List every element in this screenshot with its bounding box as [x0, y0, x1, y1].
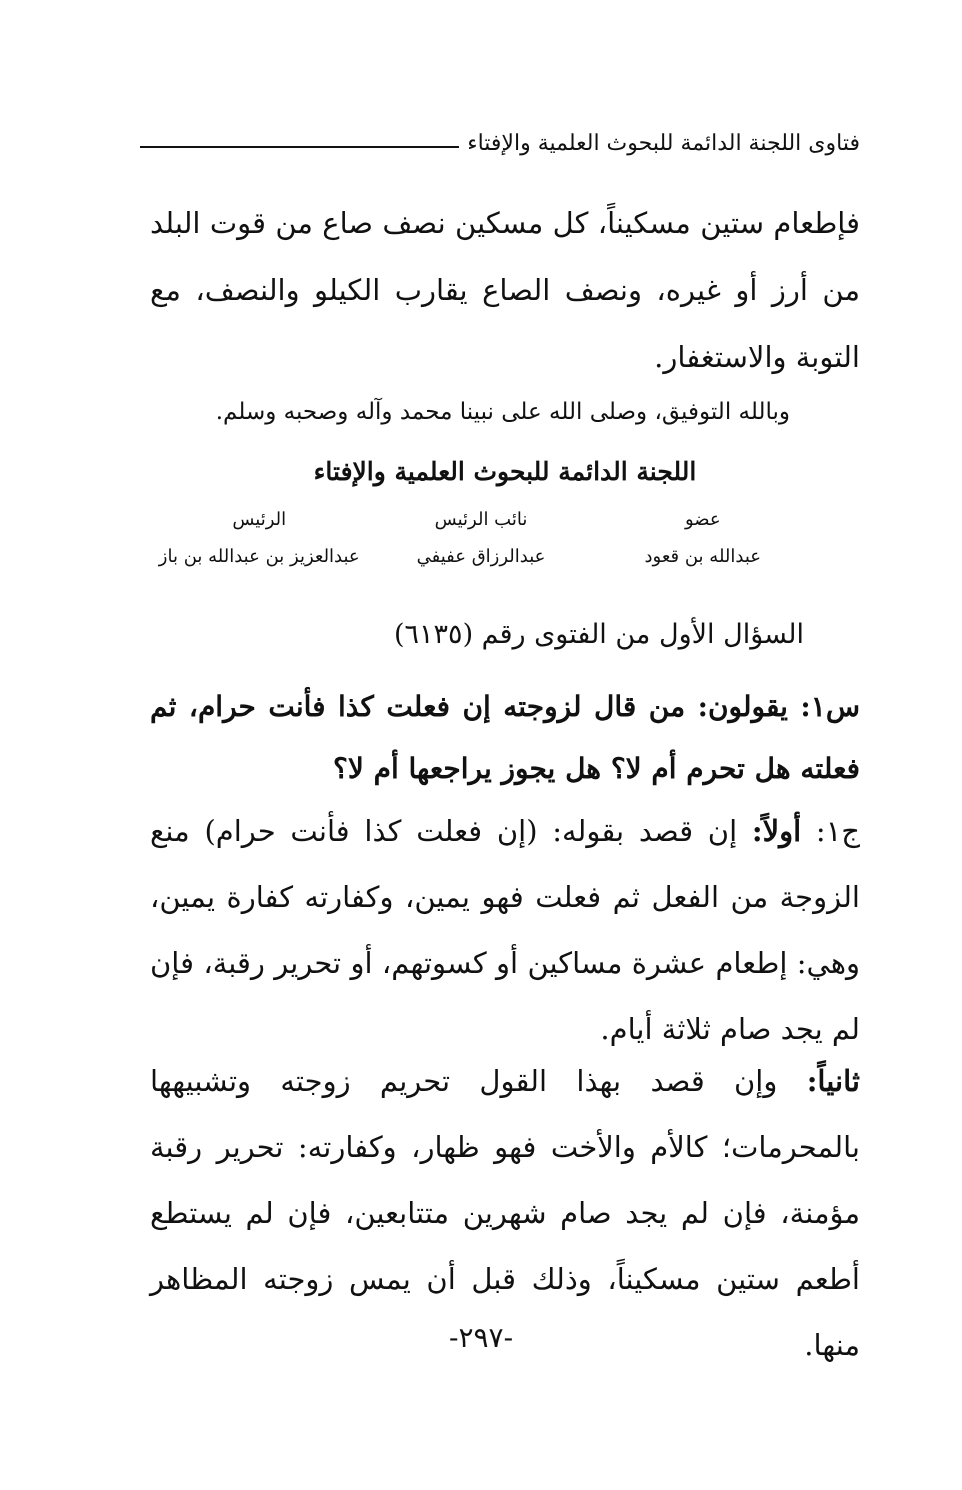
answer-label: ج١: — [815, 814, 861, 848]
first-label: أولاً: — [751, 814, 802, 848]
answer-first — [150, 798, 860, 1062]
role-member: عضو — [684, 509, 721, 530]
paragraph-expiation: فإطعام ستين مسكيناً، كل مسكين نصف صاع من قوت البلد من أرز أو غيره، ونصف الصاع يقارب الكيلو والنصف، مع التوبة والاستغفار. — [150, 206, 860, 374]
page-number: -٢٩٧- — [448, 1321, 514, 1354]
header-title: فتاوى اللجنة الدائمة للبحوث العلمية والإفتاء — [467, 131, 860, 156]
committee-title: اللجنة الدائمة للبحوث العلمية والإفتاء — [313, 457, 697, 486]
question-text: س١: يقولون: من قال لزوجته إن فعلت كذا فأنت حرام، ثم فعلته هل تحرم أم لا؟ هل يجوز يراجعها أم لا؟ — [150, 690, 860, 785]
second-label: ثانياً: — [806, 1064, 860, 1098]
name-vice-president: عبدالرزاق عفيفي — [416, 546, 546, 567]
name-member: عبدالله بن قعود — [644, 546, 762, 567]
role-president: الرئيس — [232, 509, 287, 530]
role-vice-president: نائب الرئيس — [434, 509, 528, 530]
signature-roles — [150, 505, 812, 535]
fatwa-heading: السؤال الأول من الفتوى رقم (٦١٣٥) — [394, 619, 804, 650]
header-rule — [140, 146, 459, 148]
closing-prayer: وبالله التوفيق، وصلى الله على نبينا محمد وآله وصحبه وسلم. — [215, 399, 790, 425]
answer-second-text: وإن قصد بهذا القول تحريم زوجته وتشبيهها بالمحرمات؛ كالأم والأخت فهو ظهار، وكفارته: تحرير رقبة مؤمنة، فإن لم يجد صام شهرين متتابعين، فإن لم يستطع أطعم ستين مسكيناً، وذلك قبل أن يمس زوجته المظاهر منها. — [150, 1064, 860, 1362]
answer-first-text: إن قصد بقوله: (إن فعلت كذا فأنت حرام) منع الزوجة من الفعل ثم فعلت فهو يمين، وكفارته كفارة يمين، وهي: إطعام عشرة مساكين أو كسوتهم، أو تحرير رقبة، فإن لم يجد صام ثلاثة أيام. — [150, 814, 860, 1046]
name-president: عبدالعزيز بن عبدالله بن باز — [158, 546, 360, 567]
running-header — [140, 126, 860, 162]
signature-names — [150, 542, 812, 576]
